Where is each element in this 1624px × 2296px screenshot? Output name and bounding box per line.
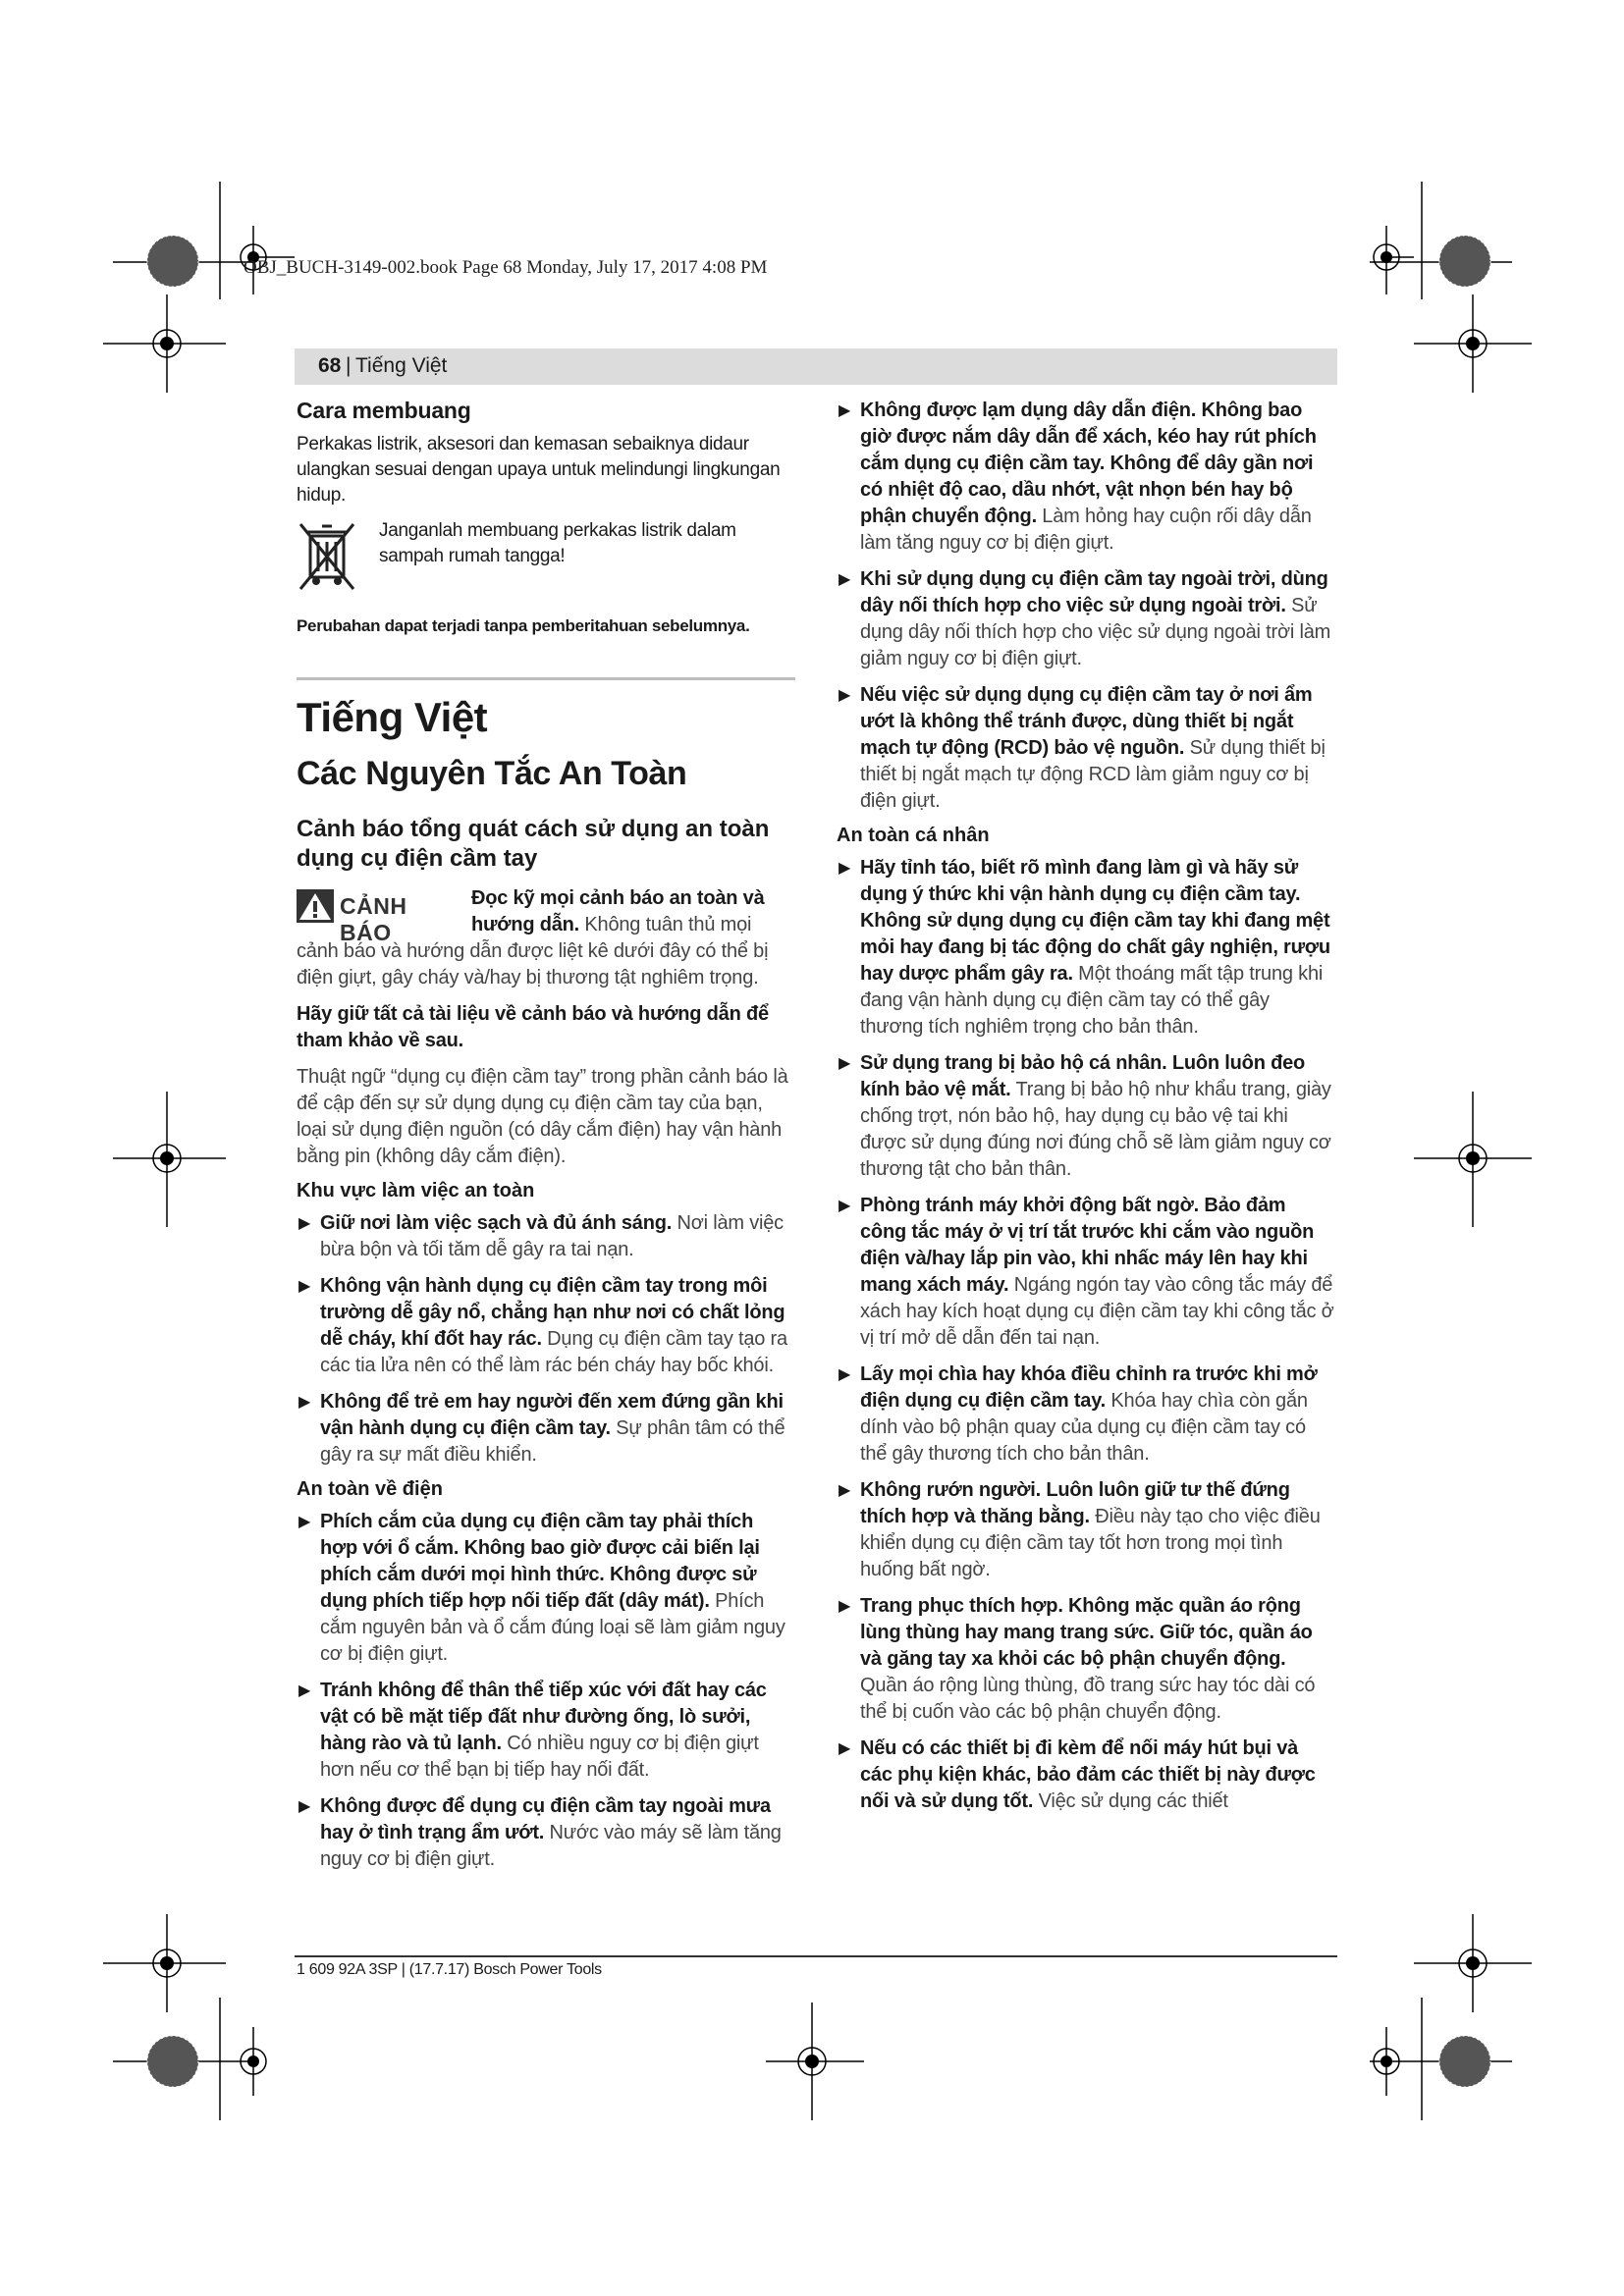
- disposal-warning: Janganlah membuang perkakas listrik dalam sampah rumah tangga!: [379, 520, 736, 566]
- bullet-arrow-icon: ▶: [839, 1598, 851, 1615]
- term-definition: Thuật ngữ “dụng cụ điện cầm tay” trong phần cảnh báo là để cập đến sự sử dụng dụng cụ điện cầm tay của bạn, loại sử dụng điện nguồn (có dây cắm điện) hay vận hành bằng pin (không dây cắm điện).: [297, 1066, 788, 1167]
- list-item: ▶ Khi sử dụng dụng cụ điện cầm tay ngoài trời, dùng dây nối thích hợp cho việc sử dụng ngoài trời. Sử dụng dây nối thích hợp cho việc sử dụng ngoài trời làm giảm nguy cơ bị điện giựt.: [839, 568, 1331, 669]
- work-area-list: [297, 1210, 795, 1468]
- print-slug: OBJ_BUCH-3149-002.book Page 68 Monday, July 17, 2017 4:08 PM: [244, 257, 768, 278]
- disposal-heading: Cara membuang: [297, 398, 471, 423]
- bullet-arrow-icon: ▶: [839, 1740, 851, 1757]
- bullet-arrow-icon: ▶: [298, 1215, 311, 1232]
- list-item: ▶ Giữ nơi làm việc sạch và đủ ánh sáng. Nơi làm việc bừa bộn và tối tăm dễ gây ra tai nạn.: [298, 1212, 784, 1260]
- crossed-bin-icon: [297, 520, 357, 595]
- warning-paragraph: [297, 885, 795, 991]
- left-column: [297, 398, 795, 1883]
- bullet-arrow-icon: ▶: [298, 1798, 311, 1815]
- keep-documents: Hãy giữ tất cả tài liệu về cảnh báo và hướng dẫn để tham khảo về sau.: [297, 1003, 769, 1051]
- warning-badge: [297, 887, 461, 945]
- list-item: ▶ Phích cắm của dụng cụ điện cầm tay phải thích hợp với ổ cắm. Không bao giờ được cải biến lại phích cắm dưới mọi hình thức. Không được sử dụng phích tiếp hợp nối tiếp đất (dây mát). Phích cắm nguyên bản và ổ cắm đúng loại sẽ làm giảm nguy cơ bị điện giựt.: [298, 1511, 785, 1665]
- header-section: Tiếng Việt: [355, 354, 448, 377]
- work-area-heading: Khu vực làm việc an toàn: [297, 1180, 535, 1201]
- list-item: ▶ Nếu có các thiết bị đi kèm để nối máy hút bụi và các phụ kiện khác, bảo đảm các thiết bị này được nối và sử dụng tốt. Việc sử dụng các thiết: [839, 1737, 1316, 1812]
- list-item: ▶ Trang phục thích hợp. Không mặc quần áo rộng lùng thùng hay mang trang sức. Giữ tóc, quần áo và găng tay xa khỏi các bộ phận chuyển động. Quần áo rộng lùng thùng, đồ trang sức hay tóc dài có thể bị cuốn vào các bộ phận chuyển động.: [839, 1595, 1316, 1723]
- list-item: ▶ Sử dụng trang bị bảo hộ cá nhân. Luôn luôn đeo kính bảo vệ mắt. Trang bị bảo hộ như khẩu trang, giày chống trợt, nón bảo hộ, hay dụng cụ bảo vệ tai khi được sử dụng đúng nơi đúng chỗ sẽ làm giảm nguy cơ thương tật cho bản thân.: [839, 1052, 1331, 1180]
- electric-list: [297, 1509, 795, 1873]
- disposal-text: Perkakas listrik, aksesori dan kemasan sebaiknya didaur ulangkan sesuai dengan upaya untuk melindungi lingkungan hidup.: [297, 434, 781, 506]
- list-item: ▶ Không rướn người. Luôn luôn giữ tư thế đứng thích hợp và thăng bằng. Điều này tạo cho việc điều khiển dụng cụ điện cầm tay tốt hơn trong mọi tình huống bất ngờ.: [839, 1479, 1321, 1580]
- bullet-arrow-icon: ▶: [298, 1514, 311, 1530]
- warning-bold: Đọc kỹ mọi cảnh báo an toàn và hướng dẫn.: [471, 887, 765, 935]
- warning-text: Không tuân thủ mọi cảnh báo và hướng dẫn được liệt kê dưới đây có thể bị điện giựt, gây cháy và/hay bị thương tật nghiêm trọng.: [297, 914, 769, 988]
- list-item: ▶ Hãy tỉnh táo, biết rõ mình đang làm gì và hãy sử dụng ý thức khi vận hành dụng cụ điện cầm tay. Không sử dụng dụng cụ điện cầm tay khi đang mệt mỏi hay đang bị tác động do chất gây nghiện, rượu hay dược phẩm gây ra. Một thoáng mất tập trung khi đang vận hành dụng cụ điện cầm tay có thể gây thương tích nghiêm trọng cho bản thân.: [839, 857, 1330, 1038]
- personal-safety-heading: An toàn cá nhân: [837, 825, 990, 846]
- disposal-bin-row: [297, 518, 795, 597]
- list-item: ▶ Không vận hành dụng cụ điện cầm tay trong môi trường dễ gây nổ, chẳng hạn như nơi có chất lỏng dễ cháy, khí đốt hay rác. Dụng cụ điện cầm tay tạo ra các tia lửa nên có thể làm rác bén cháy hay bốc khói.: [298, 1275, 787, 1376]
- electric-heading: An toàn về điện: [297, 1478, 443, 1500]
- page-header: [295, 348, 1337, 385]
- bullet-arrow-icon: ▶: [839, 860, 851, 877]
- bullet-arrow-icon: ▶: [839, 1055, 851, 1072]
- bullet-arrow-icon: ▶: [839, 402, 851, 419]
- list-item: ▶ Tránh không để thân thể tiếp xúc với đất hay các vật có bề mặt tiếp đất như đường ống, lò sưởi, hàng rào và tủ lạnh. Có nhiều nguy cơ bị điện giựt hơn nếu cơ thể bạn bị tiếp hay nối đất.: [298, 1680, 767, 1781]
- list-item: ▶ Không được lạm dụng dây dẫn điện. Không bao giờ được nắm dây dẫn để xách, kéo hay rút phích cắm dụng cụ điện cầm tay. Không để dây gần nơi có nhiệt độ cao, dầu nhớt, vật nhọn bén hay bộ phận chuyển động. Làm hỏng hay cuộn rối dây dẫn làm tăng nguy cơ bị điện giựt.: [839, 400, 1317, 554]
- bullet-arrow-icon: ▶: [839, 1482, 851, 1499]
- personal-safety-list: [837, 855, 1335, 1815]
- bullet-arrow-icon: ▶: [839, 687, 851, 704]
- page-footer: 1 609 92A 3SP | (17.7.17) Bosch Power Tools: [297, 1961, 602, 1978]
- general-warning-title: Cảnh báo tổng quát cách sử dụng an toàn dụng cụ điện cầm tay: [297, 816, 770, 872]
- bullet-arrow-icon: ▶: [839, 571, 851, 588]
- language-title: Tiếng Việt: [297, 694, 488, 740]
- list-item: ▶ Phòng tránh máy khởi động bất ngờ. Bảo đảm công tắc máy ở vị trí tắt trước khi cắm vào nguồn điện và/hay lắp pin vào, khi nhấc máy lên hay khi mang xách máy. Ngáng ngón tay vào công tắc máy để xách hay kích hoạt dụng cụ điện cầm tay khi công tắc ở vị trí mở dễ dẫn đến tai nạn.: [839, 1195, 1334, 1349]
- footer-rule: [295, 1955, 1337, 1957]
- bullet-arrow-icon: ▶: [839, 1366, 851, 1383]
- list-item: ▶ Không được để dụng cụ điện cầm tay ngoài mưa hay ở tình trạng ẩm ướt. Nước vào máy sẽ làm tăng nguy cơ bị điện giựt.: [298, 1795, 782, 1870]
- bullet-arrow-icon: ▶: [298, 1682, 311, 1699]
- electric-list-continued: [837, 398, 1335, 815]
- section-divider: [297, 677, 795, 680]
- list-item: ▶ Lấy mọi chìa hay khóa điều chỉnh ra trước khi mở điện dụng cụ điện cầm tay. Khóa hay chìa còn gắn dính vào bộ phận quay của dụng cụ điện cầm tay có thể gây thương tích cho bản thân.: [839, 1363, 1318, 1465]
- change-note: Perubahan dapat terjadi tanpa pemberitahuan sebelumnya.: [297, 616, 750, 635]
- bullet-arrow-icon: ▶: [298, 1394, 311, 1411]
- bullet-arrow-icon: ▶: [298, 1278, 311, 1295]
- list-item: ▶ Không để trẻ em hay người đến xem đứng gần khi vận hành dụng cụ điện cầm tay. Sự phân tâm có thể gây ra sự mất điều khiển.: [298, 1391, 785, 1466]
- header-separator: |: [346, 354, 352, 377]
- page-number: 68: [318, 354, 342, 377]
- right-column: [837, 398, 1335, 1825]
- safety-title: Các Nguyên Tắc An Toàn: [297, 755, 687, 792]
- warning-label: CẢNH BÁO: [340, 893, 407, 945]
- bullet-arrow-icon: ▶: [839, 1198, 851, 1214]
- warning-triangle-icon: [297, 889, 334, 923]
- list-item: ▶ Nếu việc sử dụng dụng cụ điện cầm tay ở nơi ẩm ướt là không thể tránh được, dùng thiết bị ngắt mạch tự động (RCD) bảo vệ nguồn. Sử dụng thiết bị thiết bị ngắt mạch tự động RCD làm giảm nguy cơ bị điện giựt.: [839, 684, 1326, 812]
